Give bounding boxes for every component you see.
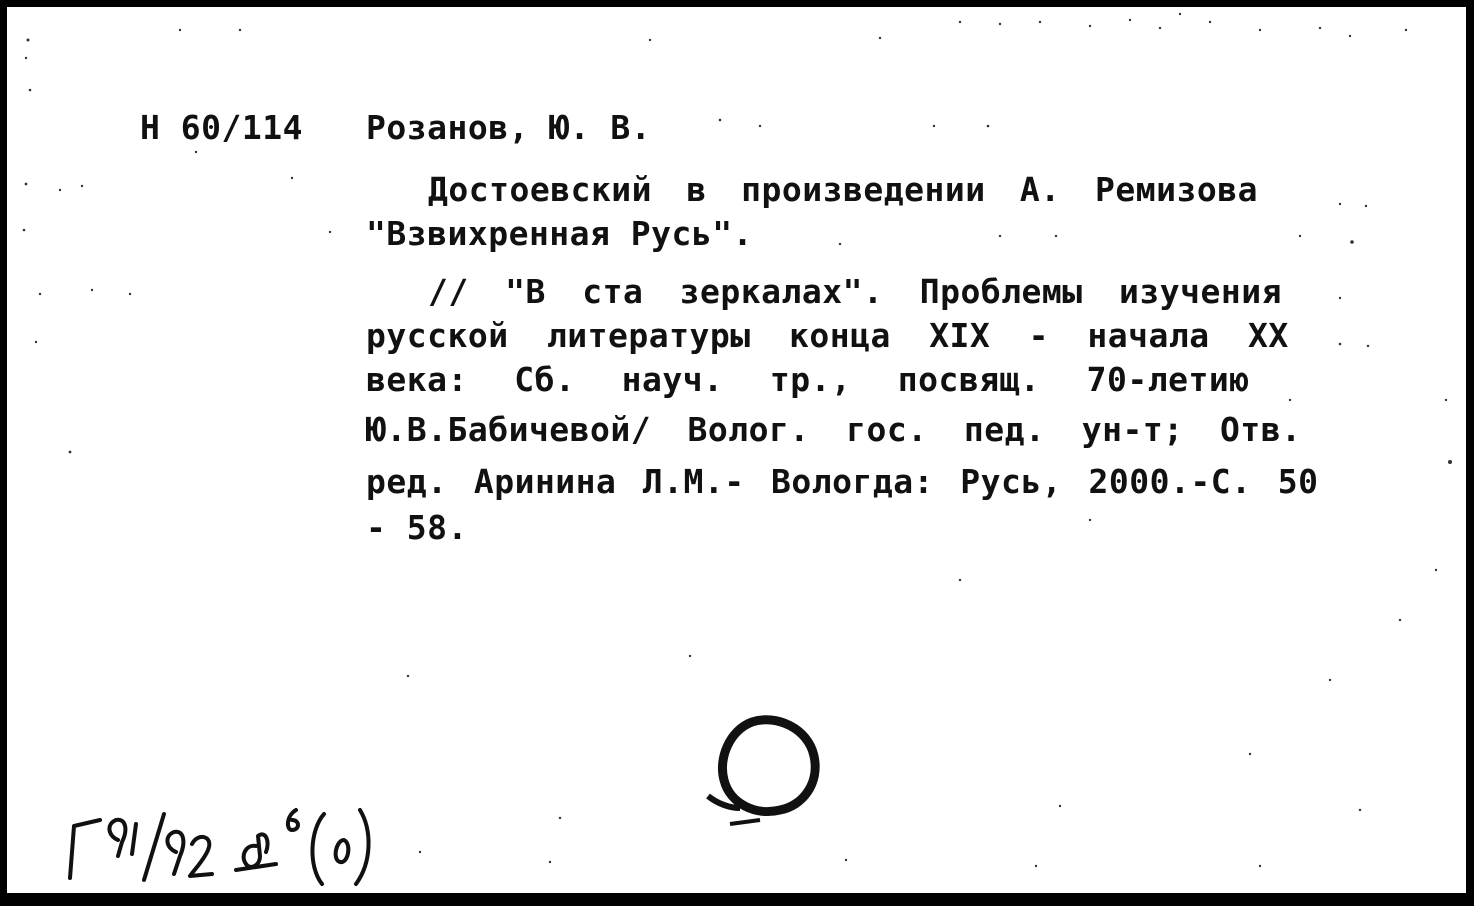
source-line-4: Ю.В.Бабичевой/ Волог. гос. пед. ун-т; Отв.	[366, 410, 1302, 449]
author-line: Розанов, Ю. В.	[366, 108, 652, 147]
handwritten-note	[60, 790, 420, 890]
source-line-1: // "В ста зеркалах". Проблемы изучения	[428, 272, 1282, 311]
source-line-2: русской литературы конца XIX - начала XX	[366, 316, 1289, 355]
source-line-5: ред. Аринина Л.М.- Вологда: Русь, 2000.-С. 50	[366, 462, 1319, 501]
title-line-1: Достоевский в произведении А. Ремизова	[428, 170, 1258, 209]
card-border-left	[0, 0, 7, 906]
title-line-2: "Взвихренная Русь".	[366, 214, 753, 253]
card-edge	[1474, 0, 1480, 906]
shelfmark: Н 60/114	[140, 108, 303, 147]
punched-hole	[690, 700, 830, 840]
card-border-top	[0, 0, 1480, 7]
card-border-bottom	[0, 893, 1480, 906]
card-border-right	[1466, 0, 1474, 906]
source-line-6: - 58.	[366, 508, 468, 547]
source-line-3: века: Сб. науч. тр., посвящ. 70-летию	[366, 360, 1250, 399]
